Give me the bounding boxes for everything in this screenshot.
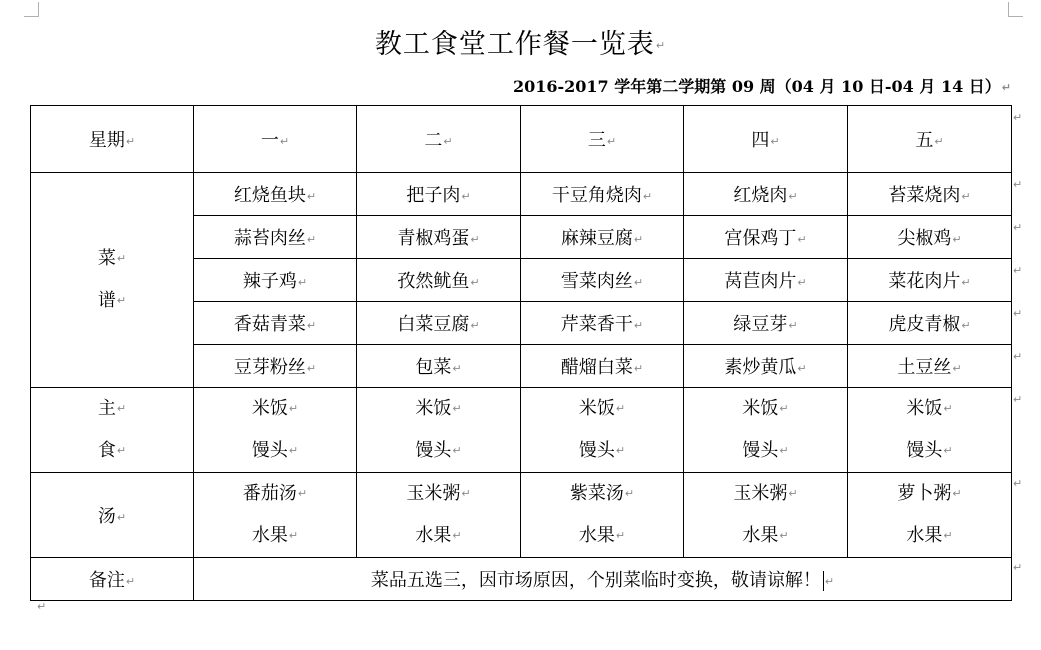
paragraph-mark-icon: ↵ (279, 134, 290, 148)
staple-cell[interactable]: 米饭↵ 馒头↵ (848, 388, 1012, 473)
document-title[interactable] (0, 22, 1041, 61)
dish-cell[interactable]: 豆芽粉丝↵ (194, 345, 357, 388)
paragraph-mark-icon: ↵ (125, 134, 136, 148)
day-header-thu[interactable]: 四↵ (684, 106, 848, 173)
dish-cell[interactable]: 土豆丝↵ (848, 345, 1012, 388)
paragraph-mark-icon: ↵ (779, 402, 789, 415)
paragraph-mark-icon: ↵ (606, 134, 617, 148)
day-header-mon[interactable]: 一↵ (194, 106, 357, 173)
day-header-tue[interactable]: 二↵ (357, 106, 521, 173)
paragraph-mark-icon: ↵ (297, 487, 308, 500)
paragraph-mark-icon: ↵ (297, 275, 308, 289)
paragraph-mark-icon: ↵ (633, 232, 644, 246)
end-of-row-marks (1011, 0, 1031, 650)
staple-label-cell[interactable]: 主↵ 食↵ (31, 388, 194, 473)
paragraph-mark-icon: ↵ (615, 529, 626, 542)
paragraph-mark-icon: ↵ (306, 189, 317, 203)
paragraph-mark-icon: ↵ (452, 529, 462, 542)
paragraph-mark-icon: ↵ (943, 444, 953, 457)
dish-cell[interactable]: 青椒鸡蛋↵ (357, 216, 521, 259)
dish-cell[interactable]: 醋熘白菜↵ (521, 345, 684, 388)
row-end-mark-icon: ↵ (1013, 178, 1023, 191)
row-end-mark-icon: ↵ (1013, 264, 1023, 277)
row-end-mark-icon: ↵ (1013, 221, 1023, 234)
dish-cell[interactable]: 把子肉↵ (357, 173, 521, 216)
paragraph-mark-icon: ↵ (443, 134, 453, 148)
paragraph-mark-icon: ↵ (934, 134, 944, 148)
paragraph-mark-icon: ↵ (788, 318, 798, 332)
subtitle-text: 2016-2017 学年第二学期第 09 周（04 月 10 日-04 月 14 日） (512, 77, 1001, 96)
paragraph-mark-icon: ↵ (961, 318, 971, 332)
paragraph-mark-icon: ↵ (779, 529, 789, 542)
paragraph-mark-icon: ↵ (633, 361, 644, 375)
dish-cell[interactable]: 绿豆芽↵ (684, 302, 848, 345)
paragraph-mark-icon: ↵ (461, 487, 471, 500)
paragraph-mark-icon: ↵ (779, 444, 789, 457)
dish-cell[interactable]: 芹菜香干↵ (521, 302, 684, 345)
weekday-header-cell[interactable]: 星期↵ (31, 106, 194, 173)
paragraph-mark-icon: ↵ (943, 402, 953, 415)
remarks-text-cell[interactable]: 菜品五选三，因市场原因，个别菜临时变换，敬请谅解！ ↵ (194, 558, 1012, 601)
remarks-row (31, 558, 1012, 601)
dish-cell[interactable]: 莴苣肉片↵ (684, 259, 848, 302)
row-end-mark-icon: ↵ (1013, 111, 1023, 124)
paragraph-mark-icon: ↵ (452, 361, 462, 375)
row-end-mark-icon: ↵ (1013, 393, 1023, 406)
paragraph-mark-icon: ↵ (116, 402, 127, 415)
paragraph-mark-icon: ↵ (624, 487, 635, 500)
day-header-wed[interactable]: 三↵ (521, 106, 684, 173)
title-text: 教工食堂工作餐一览表 (374, 29, 655, 60)
soup-label-cell[interactable]: 汤↵ (31, 473, 194, 558)
soup-cell[interactable]: 玉米粥↵ 水果↵ (357, 473, 521, 558)
soup-cell[interactable]: 萝卜粥↵ 水果↵ (848, 473, 1012, 558)
paragraph-mark-icon: ↵ (961, 275, 971, 289)
paragraph-mark-icon: ↵ (797, 232, 807, 246)
paragraph-mark-icon: ↵ (452, 402, 462, 415)
staple-cell[interactable]: 米饭↵ 馒头↵ (684, 388, 848, 473)
paragraph-mark-icon: ↵ (116, 294, 127, 307)
dish-cell[interactable]: 苔菜烧肉↵ (848, 173, 1012, 216)
text-cursor (823, 571, 824, 591)
dish-cell[interactable]: 香菇青菜↵ (194, 302, 357, 345)
soup-row (31, 473, 1012, 558)
remarks-label-cell[interactable]: 备注↵ (31, 558, 194, 601)
menu-table (30, 105, 1012, 601)
soup-cell[interactable]: 番茄汤↵ 水果↵ (194, 473, 357, 558)
dish-cell[interactable]: 尖椒鸡↵ (848, 216, 1012, 259)
staple-cell[interactable]: 米饭↵ 馒头↵ (521, 388, 684, 473)
paragraph-mark-icon: ↵ (116, 252, 127, 265)
paragraph-mark-icon: ↵ (642, 189, 653, 203)
dish-cell[interactable]: 素炒黄瓜↵ (684, 345, 848, 388)
paragraph-mark-icon: ↵ (952, 487, 962, 500)
row-end-mark-icon: ↵ (1013, 350, 1023, 363)
dish-cell[interactable]: 虎皮青椒↵ (848, 302, 1012, 345)
dish-cell[interactable]: 红烧鱼块↵ (194, 173, 357, 216)
paragraph-mark-icon: ↵ (952, 361, 962, 375)
staple-cell[interactable]: 米饭↵ 馒头↵ (357, 388, 521, 473)
paragraph-mark-icon: ↵ (770, 134, 780, 148)
row-end-mark-icon: ↵ (1013, 561, 1023, 574)
soup-cell[interactable]: 紫菜汤↵ 水果↵ (521, 473, 684, 558)
paragraph-mark-icon: ↵ (788, 487, 798, 500)
paragraph-mark-icon: ↵ (306, 232, 317, 246)
page-corner-mark-left (24, 2, 39, 17)
week-subtitle[interactable] (513, 74, 1011, 97)
paragraph-mark-icon: ↵ (633, 275, 644, 289)
paragraph-mark-icon: ↵ (797, 361, 807, 375)
paragraph-mark-icon: ↵ (306, 361, 317, 375)
paragraph-mark-icon: ↵ (116, 510, 127, 524)
dish-cell[interactable]: 干豆角烧肉↵ (521, 173, 684, 216)
dish-row (31, 173, 1012, 216)
dish-cell[interactable]: 宫保鸡丁↵ (684, 216, 848, 259)
paragraph-mark-icon: ↵ (306, 318, 317, 332)
soup-cell[interactable]: 玉米粥↵ 水果↵ (684, 473, 848, 558)
staple-cell[interactable]: 米饭↵ 馒头↵ (194, 388, 357, 473)
dishes-label-cell[interactable]: 菜↵ 谱↵ (31, 173, 194, 388)
staple-row (31, 388, 1012, 473)
paragraph-mark-icon: ↵ (615, 444, 626, 457)
dish-cell[interactable]: 白菜豆腐↵ (357, 302, 521, 345)
paragraph-mark-icon: ↵ (788, 189, 798, 203)
paragraph-mark-icon: ↵ (943, 529, 953, 542)
dish-cell[interactable]: 红烧肉↵ (684, 173, 848, 216)
paragraph-mark-icon: ↵ (1001, 81, 1011, 94)
dish-cell[interactable]: 辣子鸡↵ (194, 259, 357, 302)
paragraph-mark-icon: ↵ (288, 529, 299, 542)
paragraph-mark-icon: ↵ (797, 275, 807, 289)
dish-cell[interactable]: 麻辣豆腐↵ (521, 216, 684, 259)
row-end-mark-icon: ↵ (1013, 307, 1023, 320)
paragraph-mark-icon: ↵ (288, 402, 299, 415)
dish-cell[interactable]: 雪菜肉丝↵ (521, 259, 684, 302)
paragraph-mark-icon: ↵ (470, 232, 480, 246)
header-row (31, 106, 1012, 173)
dish-cell[interactable]: 包菜↵ (357, 345, 521, 388)
paragraph-mark-icon: ↵ (824, 574, 835, 588)
paragraph-mark-icon: ↵ (961, 189, 971, 203)
dish-cell[interactable]: 孜然鱿鱼↵ (357, 259, 521, 302)
paragraph-mark-icon: ↵ (470, 275, 480, 289)
paragraph-mark-icon: ↵ (470, 318, 480, 332)
paragraph-mark-icon: ↵ (655, 39, 667, 52)
paragraph-mark-icon: ↵ (125, 574, 136, 588)
dish-cell[interactable]: 蒜苔肉丝↵ (194, 216, 357, 259)
paragraph-mark-icon: ↵ (452, 444, 462, 457)
day-header-fri[interactable]: 五↵ (848, 106, 1012, 173)
paragraph-mark-icon: ↵ (116, 444, 127, 457)
row-end-mark-icon: ↵ (1013, 477, 1023, 490)
paragraph-mark-icon: ↵ (288, 444, 299, 457)
paragraph-mark-icon: ↵ (633, 318, 644, 332)
dish-cell[interactable]: 菜花肉片↵ (848, 259, 1012, 302)
document-end-mark-icon: ↵ (37, 600, 47, 613)
paragraph-mark-icon: ↵ (461, 189, 471, 203)
paragraph-mark-icon: ↵ (952, 232, 962, 246)
paragraph-mark-icon: ↵ (615, 402, 626, 415)
